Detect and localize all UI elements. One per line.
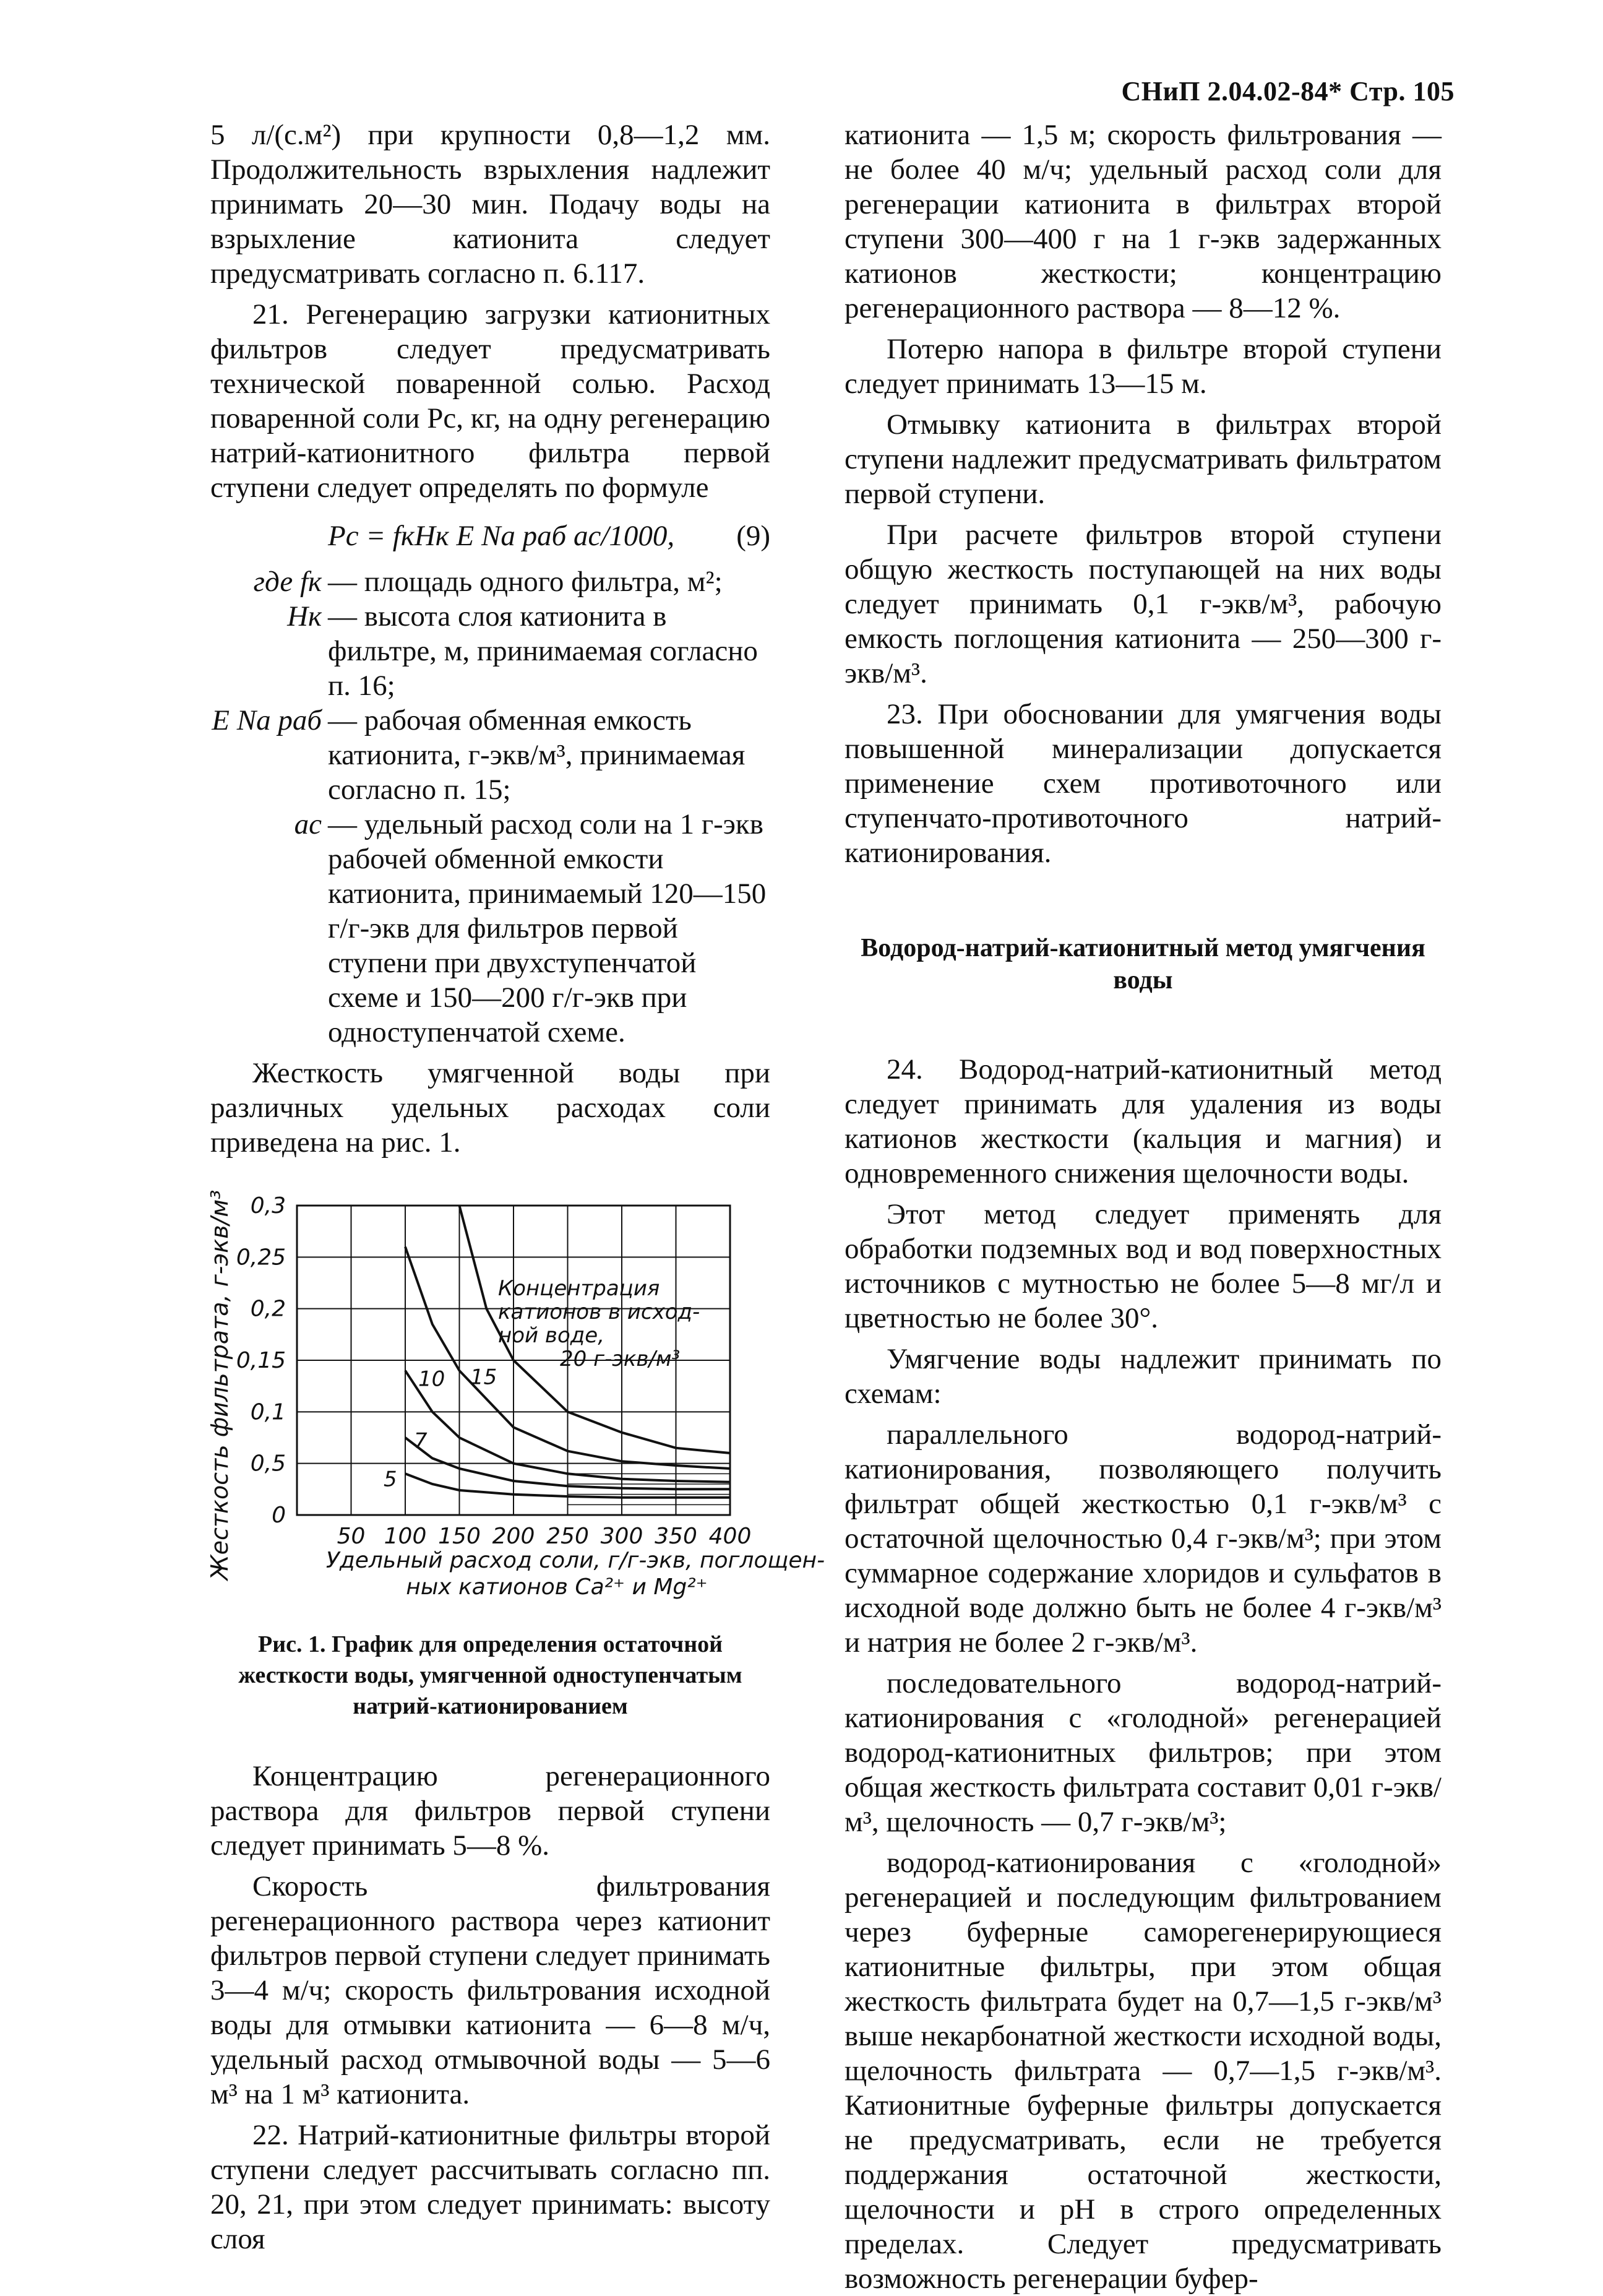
y-tick-label: 0,1 xyxy=(250,1399,286,1425)
right-paragraph-5: 23. При обосновании для умягчения воды повышенной минерализации допускается применение схем противоточного или ступенчато-противоточного натрий-катионирования. xyxy=(844,698,1442,869)
formula-text: Pc = fкHк E Na раб ac/1000, xyxy=(328,520,675,552)
x-tick-label: 400 xyxy=(708,1524,752,1549)
right-paragraph-11: водород-катионирования с «голодной» регенерацией и последующим фильтрованием через буферные саморегенерирующиеся катионитные фильтры, при этом общая жесткость фильтрата будет на 0,7—1,5 г-экв/м³ выше некарбонатной жесткости исходной воды, щелочность фильтрата — 0,7—1,5 г-экв/м³. Катионитные буферные фильтры допускается не предусматривать, если не требуется поддержания остаточной жесткости, щелочности и pH в строго определенных пределах. Следует предусматривать возможность регенерации буфер- xyxy=(844,1847,1442,2295)
right-paragraph-8: Умягчение воды надлежит принимать по схемам: xyxy=(844,1343,1442,1410)
definition-item xyxy=(210,564,770,599)
definition-symbol: E Na раб xyxy=(212,704,322,736)
x-tick-label: 300 xyxy=(600,1524,643,1549)
right-paragraph-4: При расчете фильтров второй ступени общую жесткость поступающей на них воды следует принимать 0,1 г-экв/м³, рабочую емкость поглощения катионита — 250—300 г-экв/м³. xyxy=(844,519,1442,689)
x-tick-label: 100 xyxy=(384,1524,427,1549)
legend-line-4: 20 г-экв/м³ xyxy=(560,1347,681,1371)
definition-text: — высота слоя катионита в фильтре, м, принимаемая согласно п. 16; xyxy=(328,600,758,702)
left-paragraph-6: 22. Натрий-катионитные фильтры второй ступени следует рассчитывать согласно пп. 20, 21, при этом следует принимать: высоту слоя xyxy=(210,2119,770,2255)
formula-9 xyxy=(210,519,770,553)
x-tick-label: 250 xyxy=(546,1524,589,1549)
right-paragraph-2: Потерю напора в фильтре второй ступени следует принимать 13—15 м. xyxy=(844,333,1442,400)
definition-text: — рабочая обменная емкость катионита, г-экв/м³, принимаемая согласно п. 15; xyxy=(328,704,746,806)
definition-text: — удельный расход соли на 1 г-экв рабочей обменной емкости катионита, принимаемый 120—150 г/г-экв для фильтров первой ступени при двухступенчатой схеме и 150—200 г/г-экв при одноступенчатой схеме. xyxy=(328,808,767,1048)
y-tick-label: 0,2 xyxy=(250,1296,286,1322)
left-paragraph-1: 5 л/(с.м²) при крупности 0,8—1,2 мм. Продолжительность взрыхления надлежит принимать 20—30 мин. Подачу воды на взрыхление катионита следует предусматривать согласно п. 6.117. xyxy=(210,119,770,290)
right-paragraph-10: последовательного водород-натрий-катионирования с «голодной» регенерацией водород-катионитных фильтров; при этом общая жесткость фильтрата составит 0,01 г-экв/м³, щелочность — 0,7 г-экв/м³; xyxy=(844,1667,1442,1838)
page-header: СНиП 2.04.02-84* Стр. 105 xyxy=(1121,76,1455,106)
definition-item xyxy=(210,599,770,703)
chart-svg xyxy=(206,1181,825,1614)
definition-item xyxy=(210,807,770,1050)
chart-y-axis-label: Жесткость фильтрата, г-экв/м³ xyxy=(206,1189,233,1581)
curve-label-15: 15 xyxy=(470,1365,497,1390)
x-tick-label: 200 xyxy=(492,1524,535,1549)
chart-y-ticks xyxy=(236,1193,286,1528)
left-paragraph-4: Концентрацию регенерационного раствора для фильтров первой ступени следует принимать 5—8 %. xyxy=(210,1760,770,1862)
x-tick-label: 50 xyxy=(337,1524,366,1549)
right-paragraph-6: 24. Водород-натрий-катионитный метод следует принимать для удаления из воды катионов жесткости (кальция и магния) и одновременного снижения щелочности воды. xyxy=(844,1053,1442,1189)
legend-line-1: Концентрация xyxy=(498,1276,660,1301)
chart-x-ticks xyxy=(337,1524,752,1549)
right-paragraph-3: Отмывку катионита в фильтрах второй ступени надлежит предусматривать фильтратом первой ступени. xyxy=(844,408,1442,510)
formula-definitions xyxy=(210,564,770,1050)
y-tick-label: 0,3 xyxy=(250,1193,286,1219)
right-paragraph-9: параллельного водород-натрий-катионирования, позволяющего получить фильтрат общей жесткостью 0,1 г-экв/м³ с остаточной щелочностью 0,4 г-экв/м³; при этом суммарное содержание хлоридов и сульфатов в исходной воде должно быть не более 4 г-экв/м³ и натрия не более 2 г-экв/м³. xyxy=(844,1418,1442,1659)
definition-symbol: ac xyxy=(294,808,322,840)
curve-label-7: 7 xyxy=(414,1428,428,1454)
right-column xyxy=(844,118,1442,2296)
section-title: Водород-натрий-катионитный метод умягчения воды xyxy=(861,934,1425,995)
legend-line-2: катионов в исход- xyxy=(498,1300,700,1324)
curve-label-10: 10 xyxy=(418,1366,445,1392)
curve-label-5: 5 xyxy=(384,1467,397,1492)
y-tick-label: 0,15 xyxy=(236,1348,286,1373)
right-paragraph-1: катионита — 1,5 м; скорость фильтрования — не более 40 м/ч; удельный расход соли для регенерации катионита в фильтрах второй ступени 300—400 г на 1 г-экв задержанных катионов жесткости; концентрацию регенерационного раствора — 8—12 %. xyxy=(844,119,1442,324)
figure-1-chart xyxy=(206,1181,825,1614)
figure-caption: Рис. 1. График для определения остаточной жесткости воды, умягченной одноступенчатым натрий-катионированием xyxy=(238,1631,742,1719)
definition-symbol: Hк xyxy=(287,600,322,632)
left-column xyxy=(206,118,825,2256)
x-tick-label: 350 xyxy=(655,1524,697,1549)
chart-x-axis-label-line-1: Удельный расход соли, г/г-экв, поглощен- xyxy=(325,1548,825,1573)
x-tick-label: 150 xyxy=(438,1524,481,1549)
definition-item xyxy=(210,703,770,807)
legend-line-3: ной воде, xyxy=(498,1323,605,1348)
left-paragraph-3: Жесткость умягченной воды при различных удельных расходах соли приведена на рис. 1. xyxy=(210,1057,770,1159)
definition-symbol: где fк xyxy=(253,566,322,598)
right-paragraph-7: Этот метод следует применять для обработки подземных вод и вод поверхностных источников с мутностью не более 5—8 мг/л и цветностью не более 30°. xyxy=(844,1198,1442,1334)
y-tick-label: 0,25 xyxy=(236,1245,286,1271)
left-paragraph-5: Скорость фильтрования регенерационного раствора через катионит фильтров первой ступени следует принимать 3—4 м/ч; скорость фильтрования исходной воды для отмывки катионита — 6—8 м/ч, удельный расход отмывочной воды — 5—6 м³ на 1 м³ катионита. xyxy=(210,1870,770,2110)
formula-number: (9) xyxy=(736,520,770,552)
y-tick-label: 0,5 xyxy=(250,1451,286,1477)
definition-text: — площадь одного фильтра, м²; xyxy=(328,566,723,598)
chart-x-axis-label-line-2: ных катионов Ca²⁺ и Mg²⁺ xyxy=(406,1574,708,1600)
left-paragraph-2: 21. Регенерацию загрузки катионитных фильтров следует предусматривать технической поваренной солью. Расход поваренной соли Pc, кг, на одну регенерацию натрий-катионитного фильтра первой ступени следует определять по формуле xyxy=(210,298,770,504)
chart-legend xyxy=(498,1276,700,1371)
y-tick-label: 0 xyxy=(272,1503,286,1528)
